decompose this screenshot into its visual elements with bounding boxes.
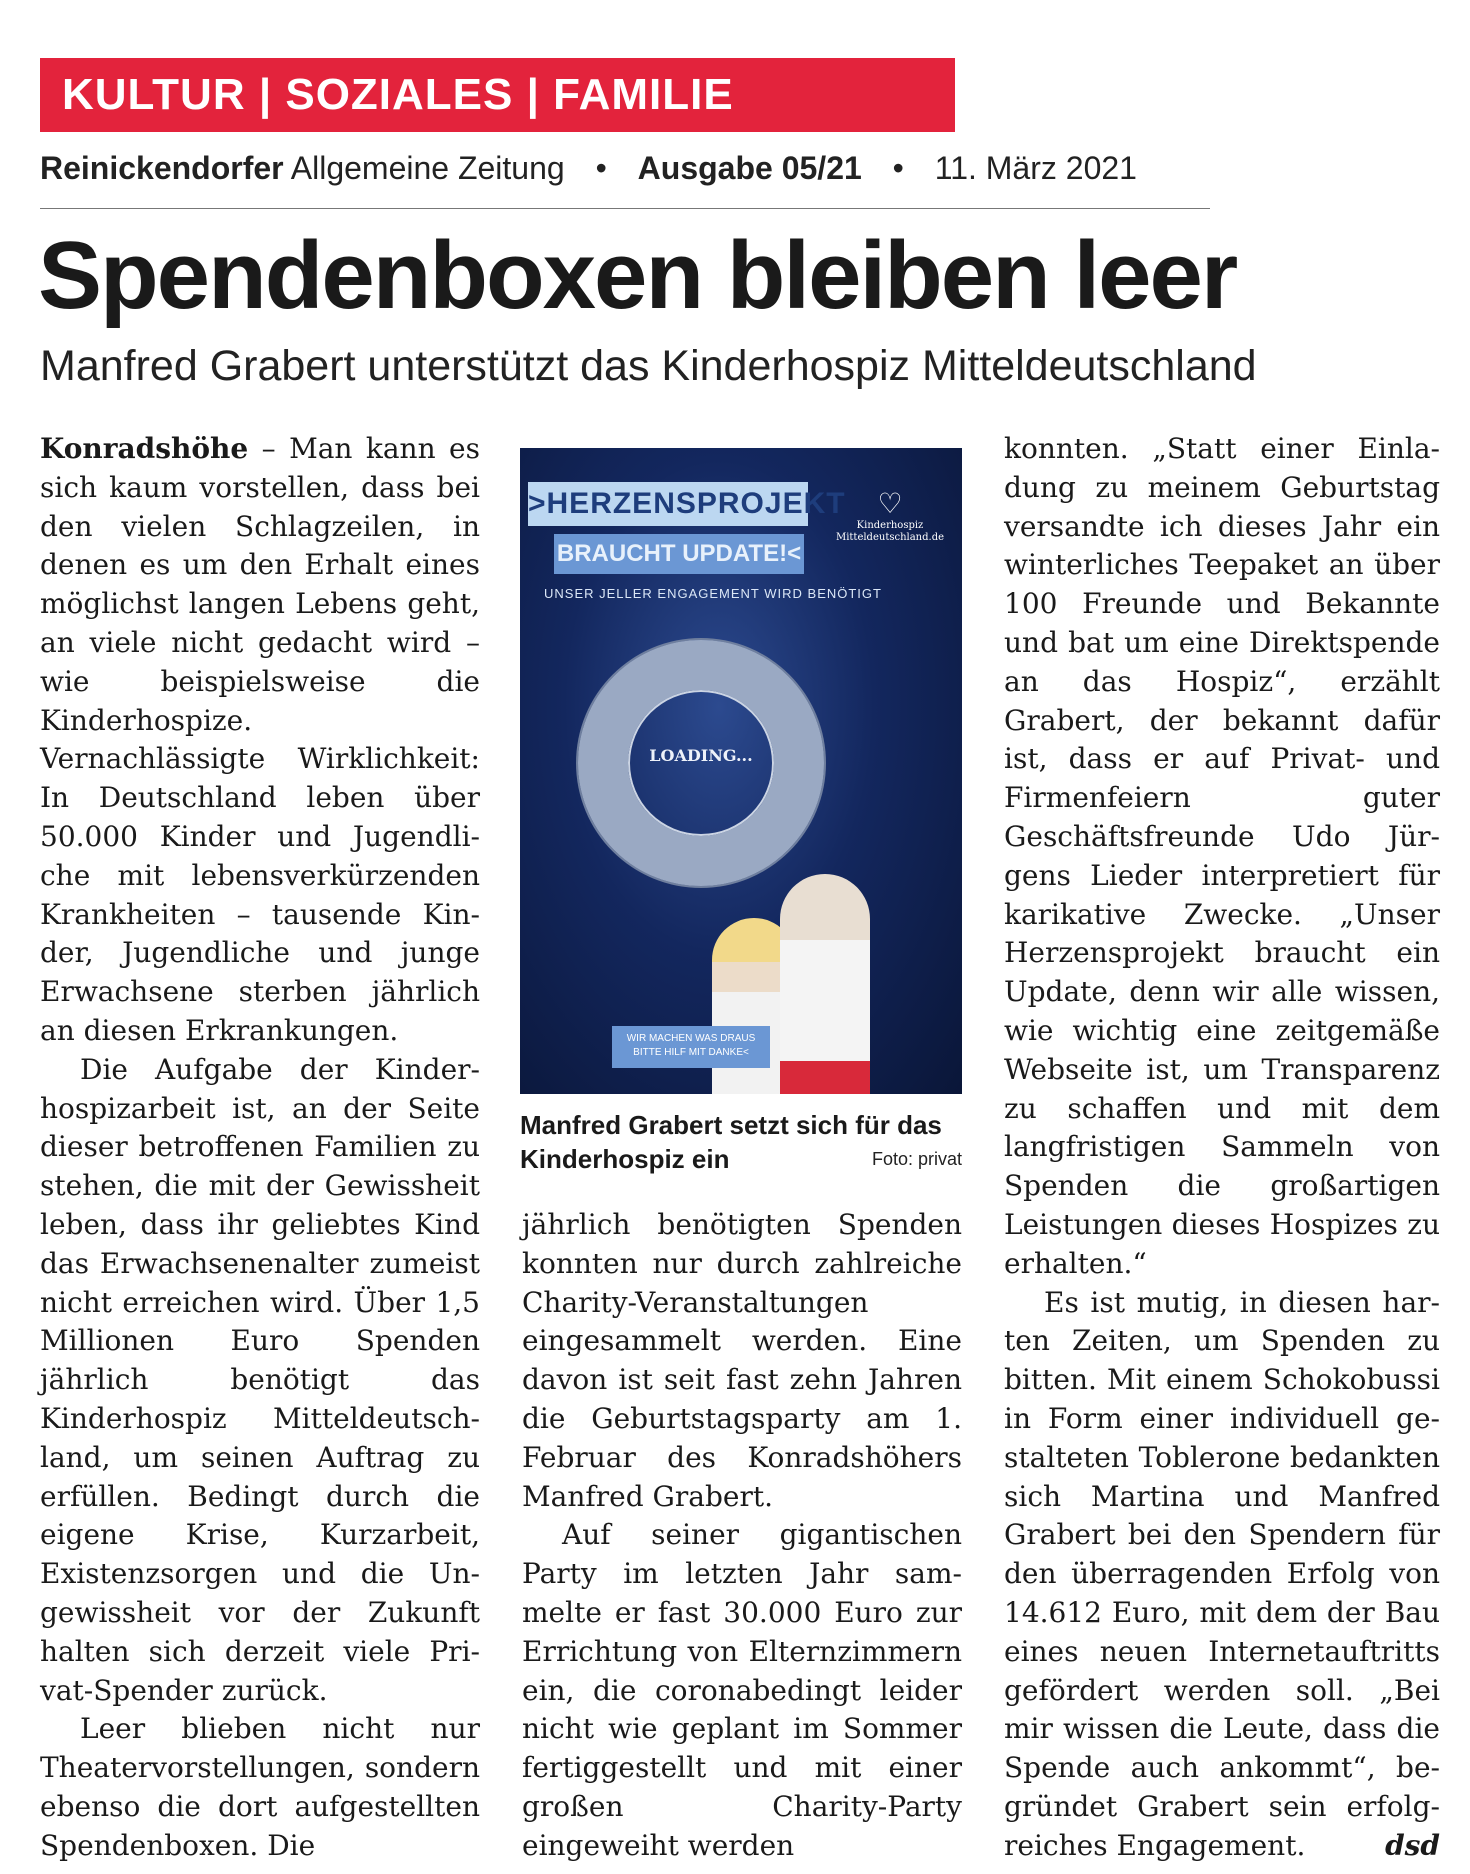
article-column-2 [522, 1206, 962, 1866]
paragraph [1004, 1284, 1440, 1866]
article-photo [520, 448, 962, 1094]
paper-name-rest: Allgemeine Zeitung [290, 150, 565, 186]
paragraph: jährlich benötigten Spenden konnten nur durch zahlreiche Charity-Veranstaltungen eingesammelt werden. Eine davon ist seit fast zehn Jahren die Geburtstagsparty am 1. Februar des Konradshöhers Manfred Grabert. [522, 1208, 962, 1513]
issue-number: Ausgabe 05/21 [637, 150, 862, 186]
article-column-1 [40, 430, 480, 1865]
dateline: Konradshöhe [40, 432, 249, 465]
section-banner: KULTUR | SOZIALES | FAMILIE [40, 58, 955, 132]
paragraph-text: – Man kann es sich kaum vorstellen, dass bei den vielen Schlagzeilen, in denen es um den Erhalt eines möglichst langen Lebens geht, an viele nicht gedacht wird – wie beispielsweise die Kinderhospize. Vernachlässigte Wirklichkeit: In Deutschland leben über 50.000 Kinder und Jugendliche mit lebensverkürzenden Krankheiten – tausende Kinder, Jugendliche und junge Erwachsene sterben jährlich an diesen Erkrankungen. [40, 432, 480, 1047]
separator-dot: • [595, 150, 607, 186]
header-rule [40, 208, 1210, 209]
photo-caption [520, 1108, 962, 1176]
paragraph-text: Es ist mutig, in diesen harten Zeiten, um Spenden zu bitten. Mit einem Schokobussi in Form einer individuell gestalteten Toblerone bedankten sich Martina und Manfred Grabert bei den Spendern für den überragenden Erfolg von 14.612 Euro, mit dem der Bau eines neuen Internetauftritts gefördert werden soll. „Bei mir wissen die Leute, dass die Spende auch ankommt“, begründet Grabert sein erfolgreiches Engagement. [1004, 1285, 1440, 1862]
publication-line [40, 150, 1210, 187]
author-signature: dsd [1385, 1828, 1440, 1862]
man-figure [780, 874, 870, 1094]
paragraph: konnten. „Statt einer Einladung zu meinem Geburtstag versandte ich dieses Jahr ein winterliches Teepaket an über 100 Freunde und Bekannte und bat um eine Direktspende an das Hospiz“, erzählt Grabert, der bekannt dafür ist, dass er auf Privat- und Firmenfeiern guter Geschäftsfreunde Udo Jürgens Lieder interpretiert für karikative Zwecke. „Unser Herzensprojekt braucht ein Update, denn wir alle wissen, wie wichtig eine zeitgemäße Webseite ist, um Transparenz zu schaffen und mit dem langfristigen Sammeln von Spenden die großartigen Leistungen dieses Hospizes zu erhalten.“ [1004, 432, 1440, 1280]
heart-figure-icon: ♡ [877, 487, 903, 520]
hospiz-logo-text: Kinderhospiz Mitteldeutschland.de [835, 520, 945, 543]
photo-tagline: UNSER JELLER ENGAGEMENT WIRD BENÖTIGT [544, 586, 882, 601]
photo-credit: Foto: privat [871, 1149, 962, 1169]
photo-footer-banner: WIR MACHEN WAS DRAUS BITTE HILF MIT DANKE< [612, 1026, 770, 1068]
article-column-3 [1004, 430, 1440, 1865]
loading-text: LOADING... [649, 746, 753, 765]
caption-text: Manfred Grabert setzt sich für das Kinderhospiz ein [520, 1110, 942, 1174]
paragraph: Die Aufgabe der Kinderhospizarbeit ist, an der Seite dieser betroffenen Familien zu stehen, die mit der Gewissheit leben, dass ihr geliebtes Kind das Erwachsenenalter zumeist nicht erreichen wird. Über 1,5 Millionen Euro Spenden jährlich benötigt das Kinderhospiz Mitteldeutschland, um seinen Auftrag zu erfüllen. Bedingt durch die eigene Krise, Kurzarbeit, Existenzsorgen und die Ungewissheit vor der Zukunft halten sich derzeit viele Privat-Spender zurück. [40, 1052, 480, 1707]
paper-name-bold: Reinickendorfer [40, 150, 284, 186]
paragraph: Leer blieben nicht nur Theatervorstellungen, sondern ebenso die dort aufgestellten Spendenboxen. Die [40, 1712, 480, 1862]
subheadline: Manfred Grabert unterstützt das Kinderhospiz Mitteldeutschland [40, 342, 1257, 390]
headline: Spendenboxen bleiben leer [38, 222, 1237, 329]
paragraph: Auf seiner gigantischen Party im letzten Jahr sammelte er fast 30.000 Euro zur Errichtung von Elternzimmern ein, die coronabedingt leider nicht wie geplant im Sommer fertiggestellt und mit einer großen Charity-Party eingeweiht werden [522, 1518, 962, 1862]
separator-dot: • [892, 150, 904, 186]
photo-title-update: BRAUCHT UPDATE!< [554, 534, 804, 574]
issue-date: 11. März 2021 [934, 150, 1137, 186]
paragraph [40, 430, 480, 1051]
photo-title-herzensprojekt: >HERZENSPROJEKT [528, 482, 808, 526]
hospiz-logo [820, 488, 960, 544]
